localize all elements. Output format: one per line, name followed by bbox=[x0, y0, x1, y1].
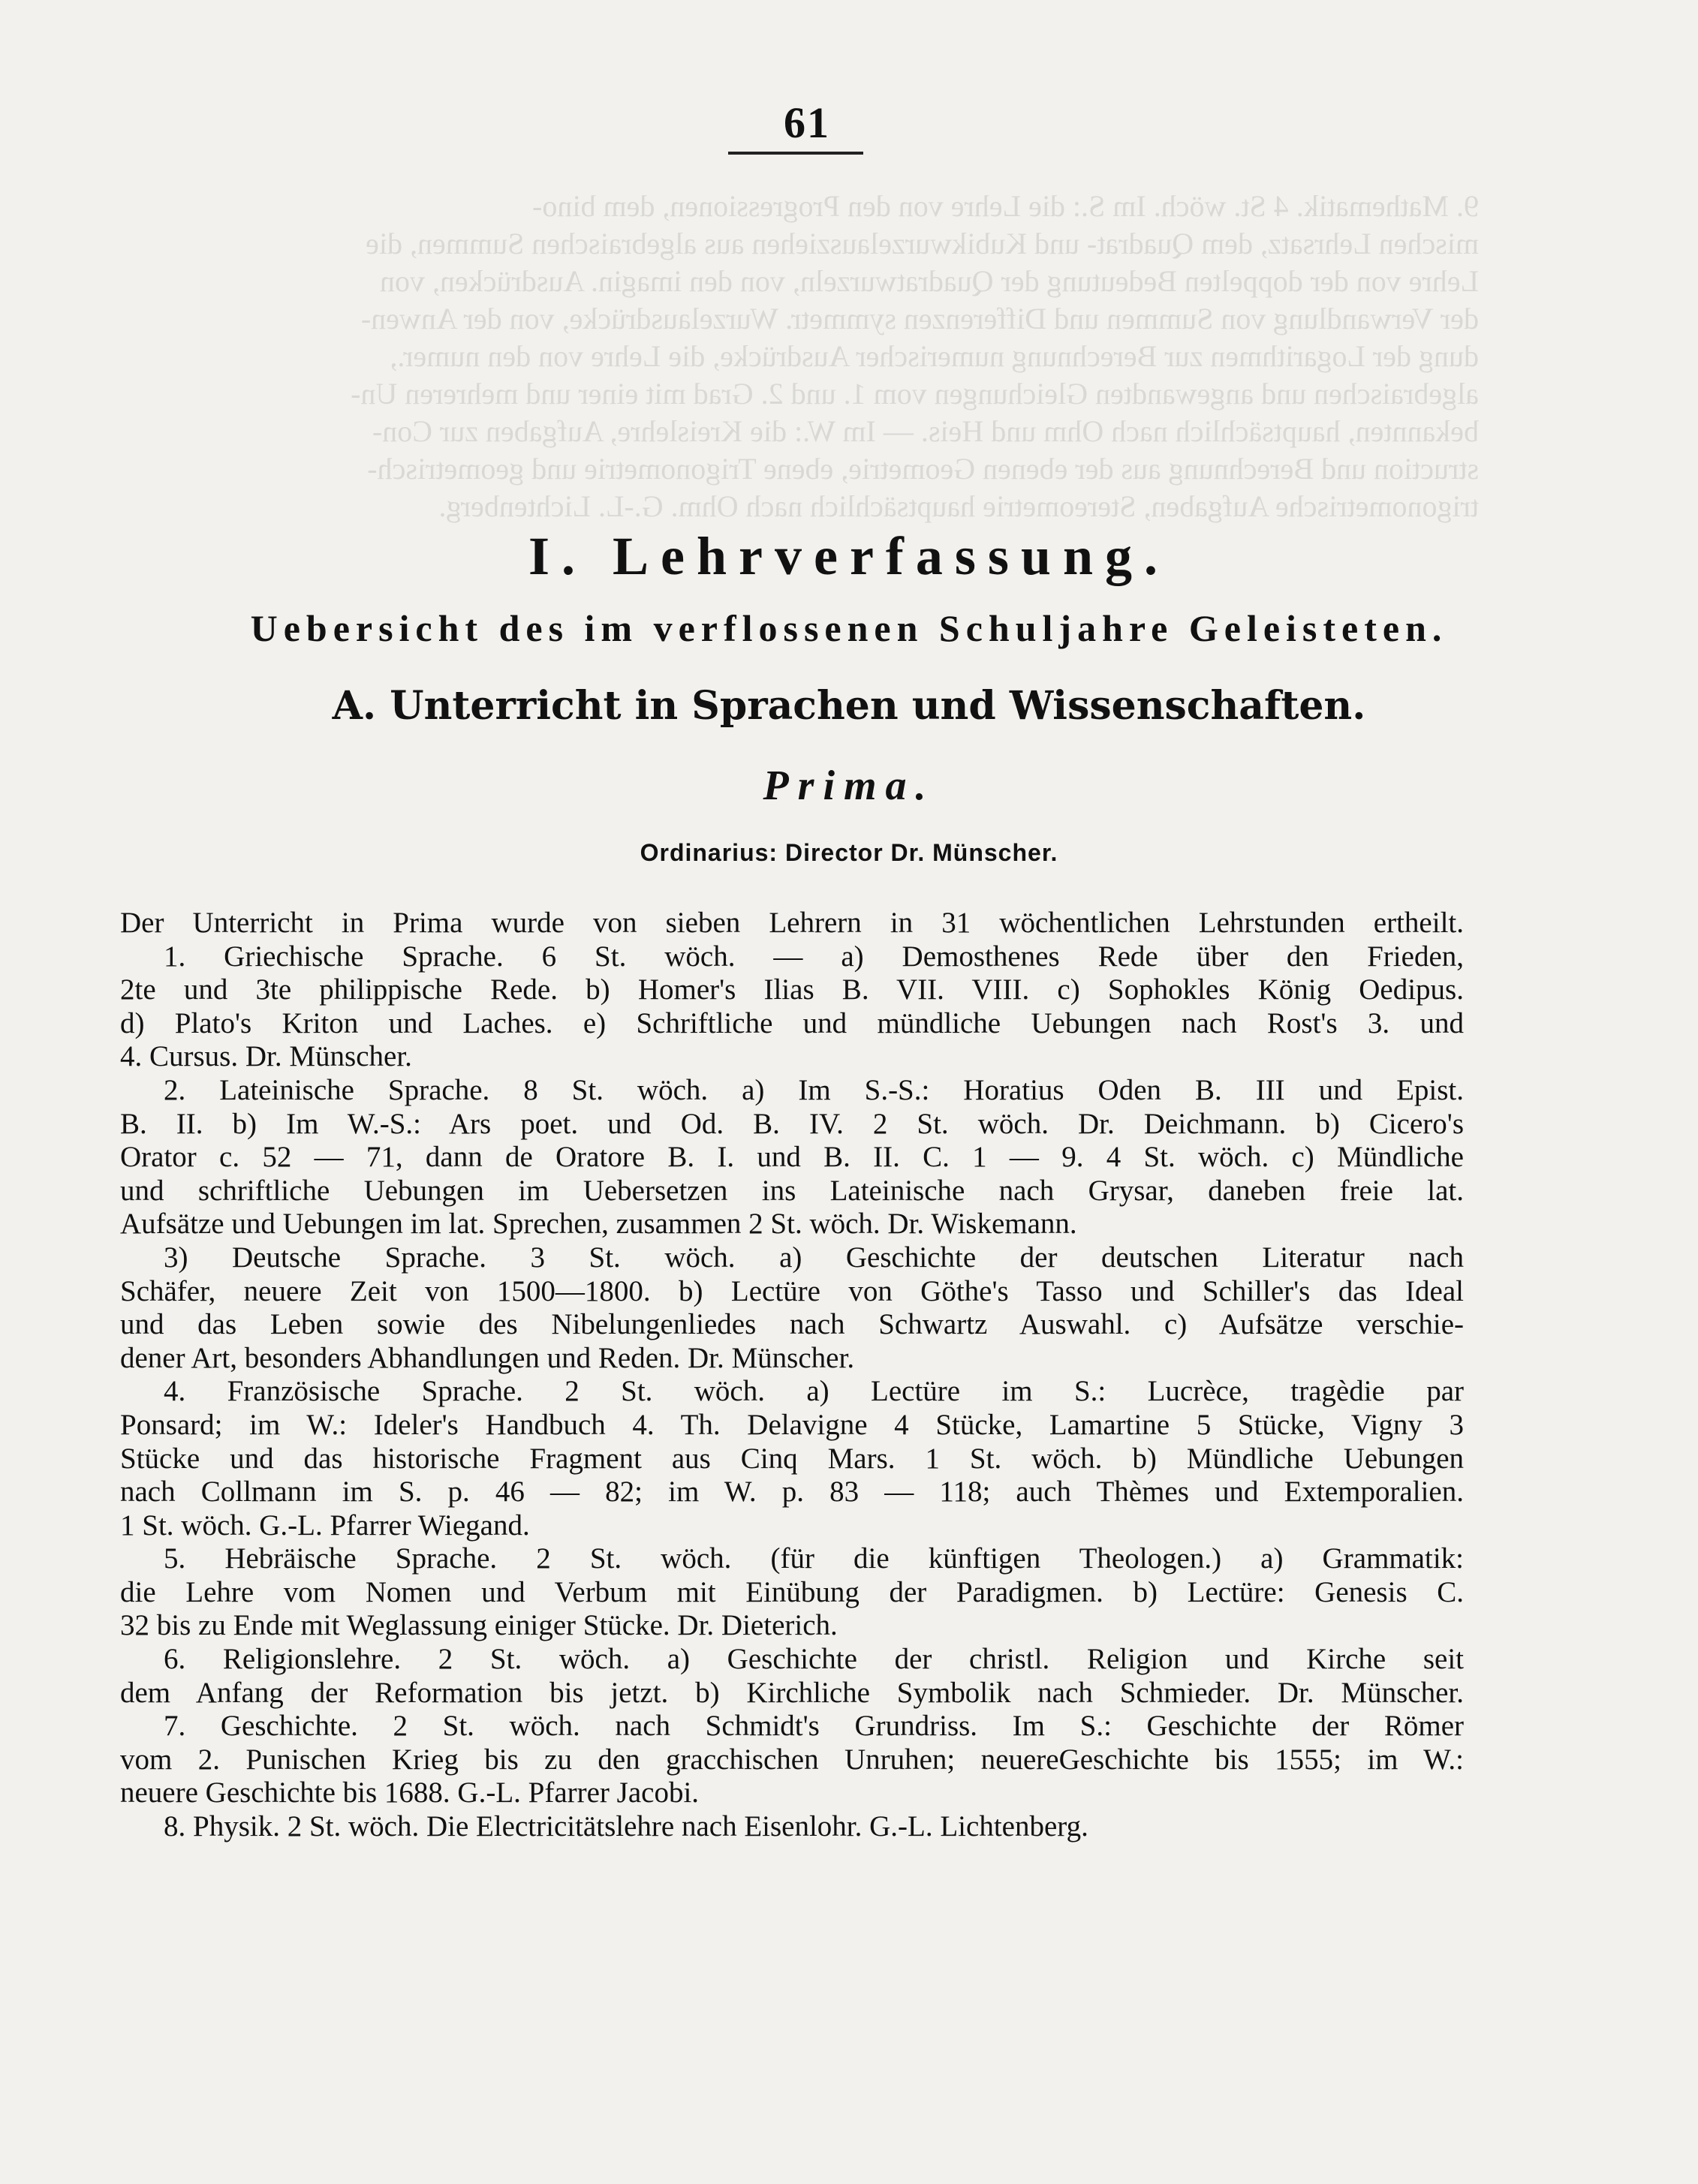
text-line: Der Unterricht in Prima wurde von sieben Lehrern in 31 wöchentlichen Lehrstunden ertheilt. bbox=[120, 907, 1464, 939]
text-line: 2te und 3te philippische Rede. b) Homer's Ilias B. VII. VIII. c) Sophokles König Oedipus. bbox=[120, 973, 1464, 1006]
main-heading: I. Lehrverfassung. bbox=[528, 526, 1170, 586]
text-line: 5. Hebräische Sprache. 2 St. wöch. (für die künftigen Theologen.) a) Grammatik: bbox=[164, 1542, 1464, 1575]
text-line: Ponsard; im W.: Ideler's Handbuch 4. Th. Delavigne 4 Stücke, Lamartine 5 Stücke, Vigny 3 bbox=[120, 1408, 1464, 1441]
ordinarius-line: Ordinarius: Director Dr. Münscher. bbox=[640, 839, 1058, 866]
text-line: 4. Cursus. Dr. Münscher. bbox=[120, 1040, 412, 1073]
text-line: 2. Lateinische Sprache. 8 St. wöch. a) Im S.-S.: Horatius Oden B. III und Epist. bbox=[164, 1073, 1464, 1106]
text-line: neuere Geschichte bis 1688. G.-L. Pfarrer Jacobi. bbox=[120, 1776, 700, 1809]
show-through-line: bekannten, hauptsächlich nach Ohm und Heis. — Im W.: die Kreislehre, Aufgaben zur Con- bbox=[372, 414, 1479, 448]
show-through-line: der Verwandlung von Summen und Differenzen symmetr. Wurzelausdrücke, von der Anwen- bbox=[360, 302, 1479, 335]
show-through-line: algebraischen und angewandten Gleichungen vom 1. und 2. Grad mit einer und mehreren Un- bbox=[351, 377, 1479, 411]
text-line: Schäfer, neuere Zeit von 1500—1800. b) Lectüre von Göthe's Tasso und Schiller's das Ideal bbox=[120, 1274, 1464, 1307]
show-through-line: mischen Lehrsatz, dem Quadrat- und Kubikwurzelausziehen aus algebraischen Summen, die bbox=[366, 227, 1479, 260]
text-line: 7. Geschichte. 2 St. wöch. nach Schmidt's Grundriss. Im S.: Geschichte der Römer bbox=[164, 1710, 1464, 1743]
text-line: dener Art, besonders Abhandlungen und Reden. Dr. Münscher. bbox=[120, 1341, 855, 1374]
text-line: d) Plato's Kriton und Laches. e) Schriftliche und mündliche Uebungen nach Rost's 3. und bbox=[120, 1006, 1464, 1039]
text-line: nach Collmann im S. p. 46 — 82; im W. p. 83 — 118; auch Thèmes und Extemporalien. bbox=[120, 1476, 1464, 1509]
text-line: Orator c. 52 — 71, dann de Oratore B. I. und B. II. C. 1 — 9. 4 St. wöch. c) Mündliche bbox=[120, 1141, 1464, 1174]
page-number-rule bbox=[728, 152, 863, 155]
section-heading: A. Unterricht in Sprachen und Wissenschaften. bbox=[332, 683, 1366, 729]
text-line: B. II. b) Im W.-S.: Ars poet. und Od. B. IV. 2 St. wöch. Dr. Deichmann. b) Cicero's bbox=[120, 1107, 1464, 1140]
show-through-line: Lehre von der doppelten Bedeutung der Quadratwurzeln, von den imagin. Ausdrücken, von bbox=[379, 264, 1479, 298]
text-line: und das Leben sowie des Nibelungenliedes nach Schwartz Auswahl. c) Aufsätze verschie- bbox=[120, 1308, 1464, 1341]
text-line: Aufsätze und Uebungen im lat. Sprechen, zusammen 2 St. wöch. Dr. Wiskemann. bbox=[120, 1208, 1077, 1241]
text-line: 6. Religionslehre. 2 St. wöch. a) Geschichte der christl. Religion und Kirche seit bbox=[164, 1643, 1464, 1676]
show-through-line: dung der Logarithmen zur Berechnung numerischer Ausdrücke, die Lehre von den numer., bbox=[390, 339, 1479, 373]
sub-heading: Uebersicht des im verflossenen Schuljahre Geleisteten. bbox=[250, 607, 1448, 649]
text-line: 1 St. wöch. G.-L. Pfarrer Wiegand. bbox=[120, 1509, 530, 1542]
page-number: 61 bbox=[784, 98, 830, 147]
text-line: vom 2. Punischen Krieg bis zu den gracchischen Unruhen; neuereGeschichte bis 1555; im W.: bbox=[120, 1743, 1464, 1776]
text-line: 3) Deutsche Sprache. 3 St. wöch. a) Geschichte der deutschen Literatur nach bbox=[164, 1241, 1464, 1274]
show-through-line: struction und Berechnung aus der ebenen Geometrie, ebene Trigonometrie und geometrisch- bbox=[367, 452, 1479, 486]
text-line: 4. Französische Sprache. 2 St. wöch. a) Lectüre im S.: Lucrèce, tragèdie par bbox=[164, 1375, 1464, 1408]
show-through-text bbox=[120, 188, 1479, 525]
text-line: 8. Physik. 2 St. wöch. Die Electricitätslehre nach Eisenlohr. G.-L. Lichtenberg. bbox=[164, 1810, 1088, 1843]
text-line: 1. Griechische Sprache. 6 St. wöch. — a) Demosthenes Rede über den Frieden, bbox=[164, 940, 1464, 973]
show-through-line: trigonometrische Aufgaben, Stereometrie hauptsächlich nach Ohm. G.-L. Lichtenberg. bbox=[438, 489, 1479, 523]
text-line: Stücke und das historische Fragment aus Cinq Mars. 1 St. wöch. b) Mündliche Uebungen bbox=[120, 1442, 1464, 1475]
text-line: und schriftliche Uebungen im Uebersetzen ins Lateinische nach Grysar, daneben freie lat. bbox=[120, 1174, 1464, 1207]
text-line: die Lehre vom Nomen und Verbum mit Einübung der Paradigmen. b) Lectüre: Genesis C. bbox=[120, 1575, 1464, 1608]
show-through-line: 9. Mathematik. 4 St. wöch. Im S.: die Lehre von den Progressionen, dem bino- bbox=[532, 189, 1479, 223]
text-line: 32 bis zu Ende mit Weglassung einiger Stücke. Dr. Dieterich. bbox=[120, 1609, 838, 1642]
body-text bbox=[120, 907, 1464, 1844]
text-line: dem Anfang der Reformation bis jetzt. b) Kirchliche Symbolik nach Schmieder. Dr. Münscher. bbox=[120, 1676, 1464, 1709]
class-heading: Prima. bbox=[763, 763, 935, 809]
